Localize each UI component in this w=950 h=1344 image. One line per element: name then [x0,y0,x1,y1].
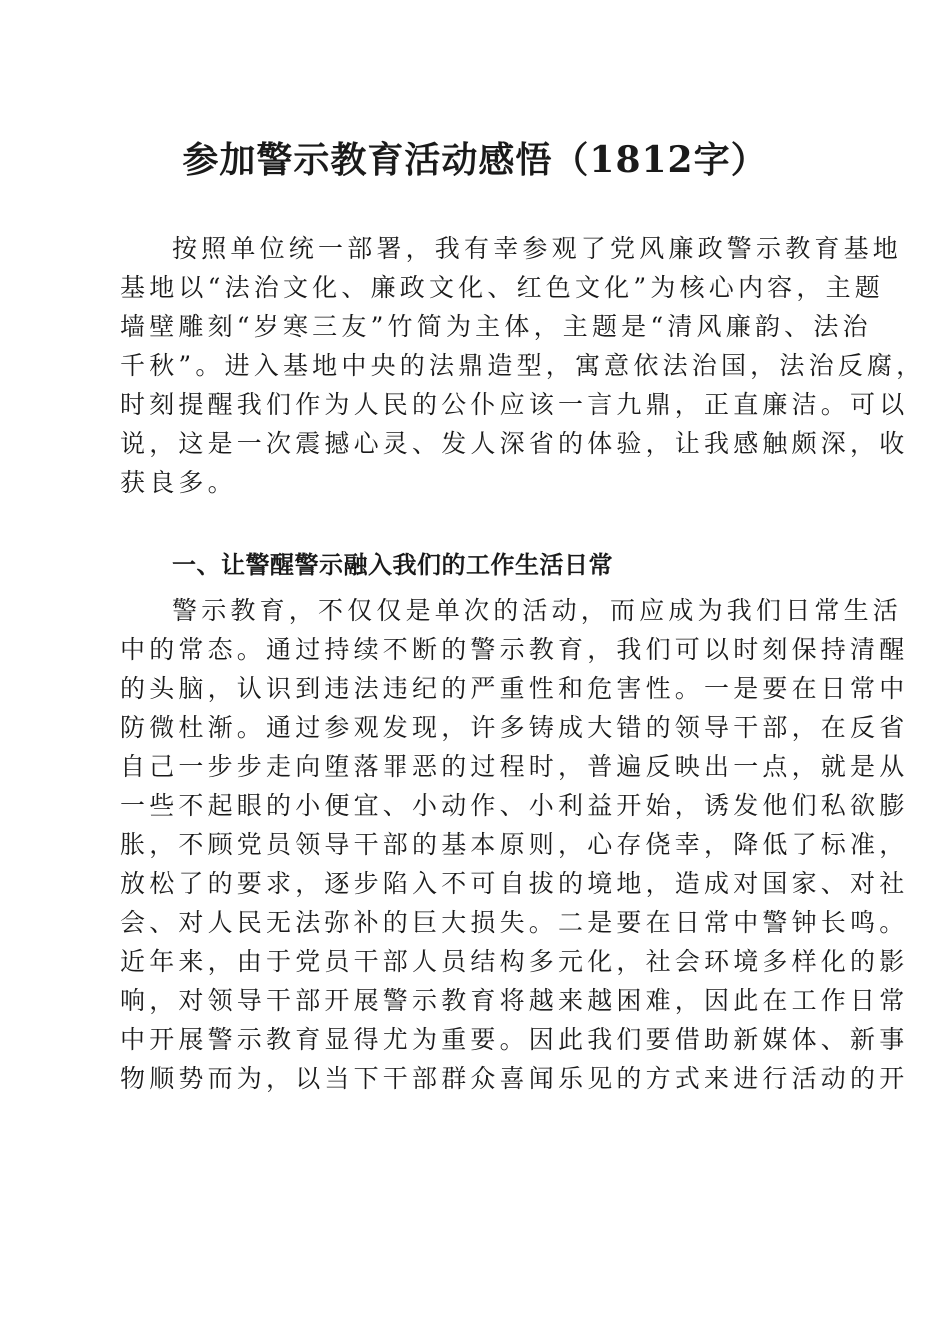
document-title: 参加警示教育活动感悟（1812字） [182,139,768,181]
text-line: 响，对领导干部开展警示教育将越来越困难，因此在工作日常 [120,986,909,1015]
section1-paragraph [120,591,909,1098]
text-line: 一些不起眼的小便宜、小动作、小利益开始，诱发他们私欲膨 [120,791,909,820]
text-line: 的头脑，认识到违法违纪的严重性和危害性。一是要在日常中 [120,674,909,703]
text-line: 时刻提醒我们作为人民的公仆应该一言九鼎，正直廉洁。可以 [120,390,909,419]
text-line: 中开展警示教育显得尤为重要。因此我们要借助新媒体、新事 [120,1025,909,1054]
text-line: 墙壁雕刻“岁寒三友”竹简为主体，主题是“清风廉韵、法治 [120,312,872,341]
text-line: 中的常态。通过持续不断的警示教育，我们可以时刻保持清醒 [120,635,909,664]
text-line: 物顺势而为，以当下干部群众喜闻乐见的方式来进行活动的开 [120,1064,909,1093]
text-line: 基地以“法治文化、廉政文化、红色文化”为核心内容，主题 [120,273,884,302]
section-heading: 一、让警醒警示融入我们的工作生活日常 [172,551,613,579]
text-line: 近年来，由于党员干部人员结构多元化，社会环境多样化的影 [120,947,909,976]
text-line: 按照单位统一部署，我有幸参观了党风廉政警示教育基地 [172,234,903,263]
text-line: 说，这是一次震撼心灵、发人深省的体验，让我感触颇深，收 [120,429,909,458]
text-line: 自己一步步走向堕落罪恶的过程时，普遍反映出一点，就是从 [120,752,909,781]
intro-paragraph [120,229,926,502]
text-line: 获良多。 [120,468,237,497]
text-line: 放松了的要求，逐步陷入不可自拔的境地，造成对国家、对社 [120,869,909,898]
text-line: 胀，不顾党员领导干部的基本原则，心存侥幸，降低了标准， [120,830,909,859]
text-line: 会、对人民无法弥补的巨大损失。二是要在日常中警钟长鸣。 [120,908,909,937]
text-line: 防微杜渐。通过参观发现，许多铸成大错的领导干部，在反省 [120,713,909,742]
text-line: 警示教育，不仅仅是单次的活动，而应成为我们日常生活 [172,596,903,625]
text-line: 千秋”。进入基地中央的法鼎造型，寓意依法治国，法治反腐， [120,351,926,380]
